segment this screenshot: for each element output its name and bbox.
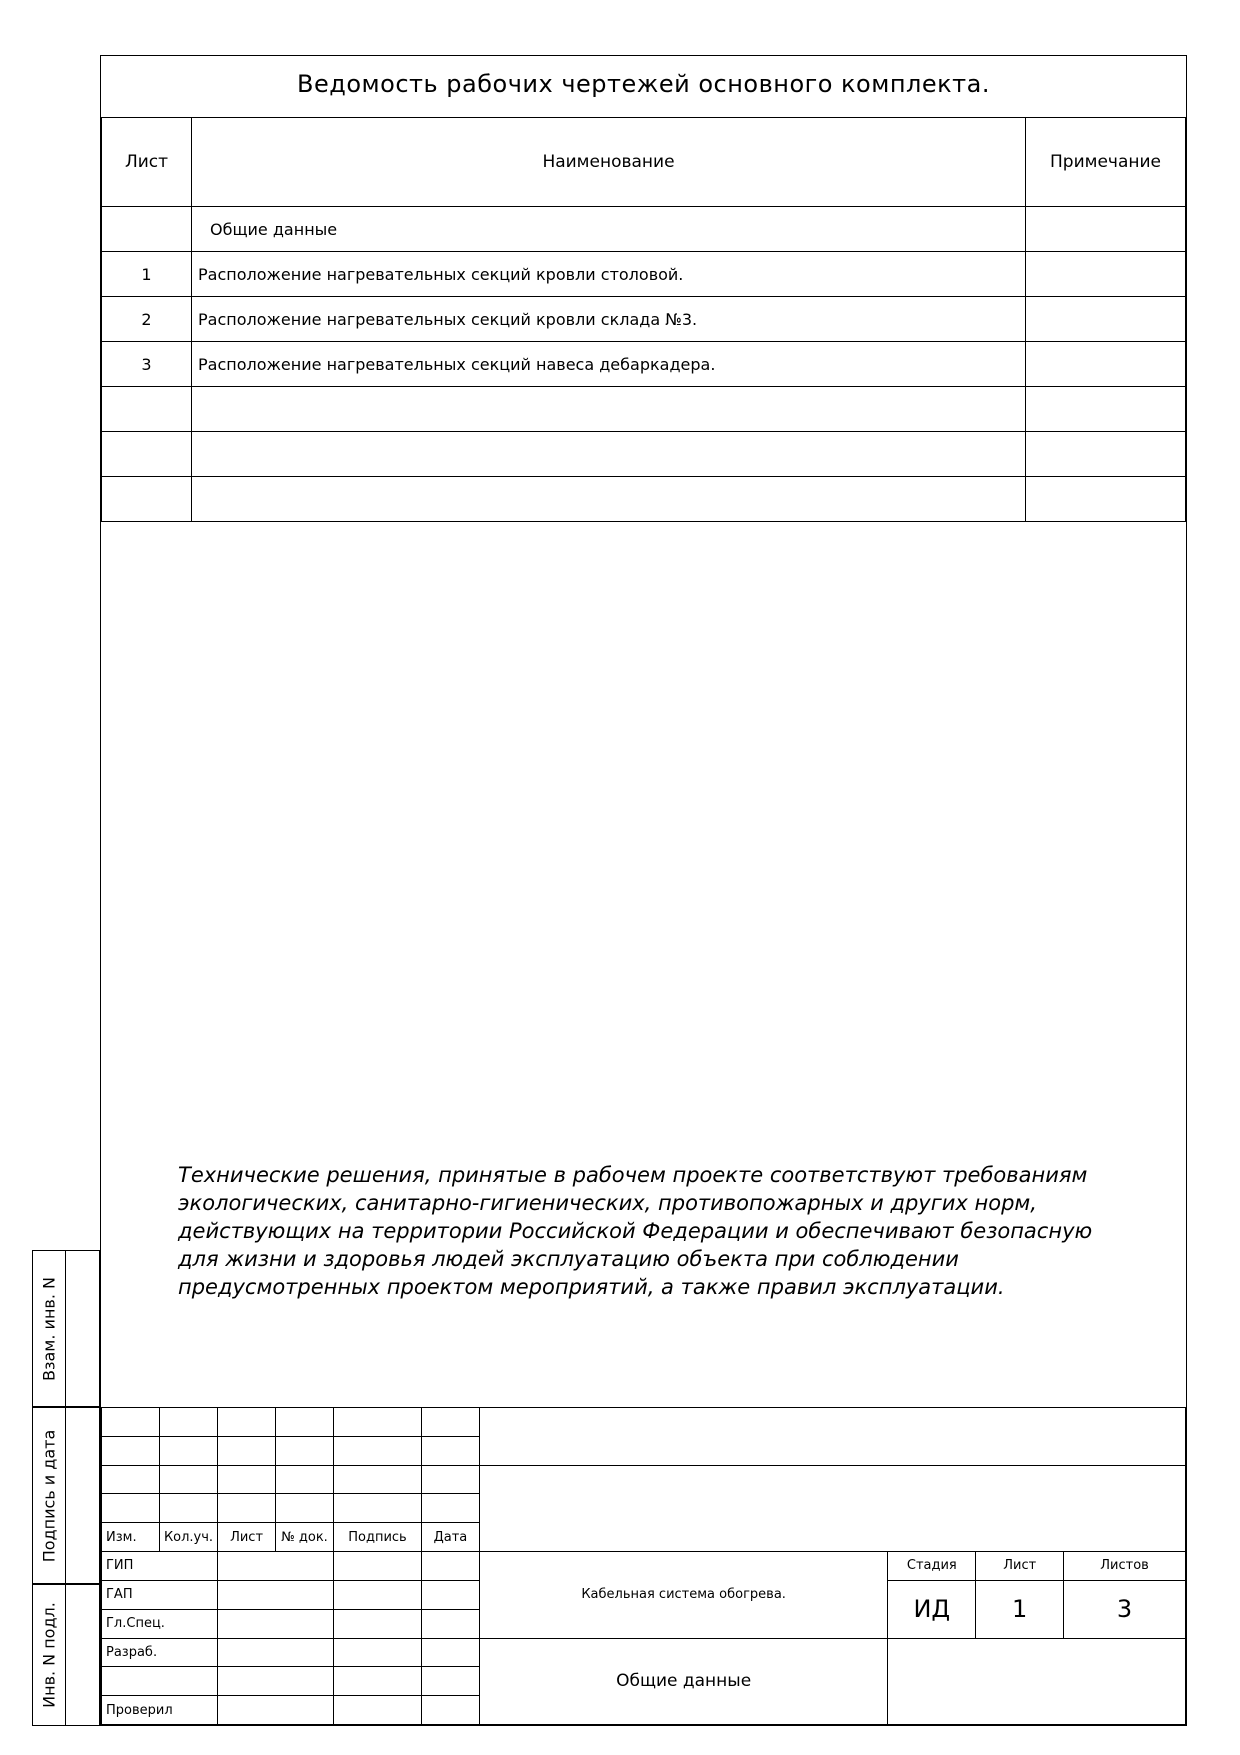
table-row (102, 477, 1186, 522)
row-name: Расположение нагревательных секций кровли столовой. (192, 252, 1026, 297)
stage-value: ИД (888, 1580, 976, 1638)
side-vzam (32, 1250, 66, 1407)
header-name: Наименование (192, 118, 1026, 207)
row-name (192, 477, 1026, 522)
stage-label: Стадия (888, 1552, 976, 1581)
table-row (102, 342, 1186, 387)
role-gip: ГИП (102, 1552, 218, 1581)
stamp-empty-bottom (888, 1638, 1186, 1725)
row-sheet: 1 (102, 252, 192, 297)
row-sheet (102, 432, 192, 477)
row-sheet (102, 477, 192, 522)
row-sheet (102, 207, 192, 252)
row-note (1026, 297, 1186, 342)
title-block (101, 1407, 1186, 1725)
col-kol: Кол.уч. (159, 1523, 217, 1552)
side-inv-label: Инв. N подл. (39, 1602, 59, 1708)
table-row (102, 387, 1186, 432)
table-row (102, 297, 1186, 342)
role-blank (102, 1667, 218, 1696)
row-note (1026, 387, 1186, 432)
col-list: Лист (218, 1523, 276, 1552)
side-podpis-label: Подпись и дата (39, 1429, 59, 1562)
row-name (192, 432, 1026, 477)
side-vzam-label: Взам. инв. N (39, 1276, 59, 1381)
col-date: Дата (421, 1523, 479, 1552)
side-podpis-field (66, 1407, 100, 1584)
stamp-empty-mid (479, 1465, 1185, 1551)
row-note (1026, 477, 1186, 522)
header-note: Примечание (1026, 118, 1186, 207)
side-inv-field (66, 1584, 100, 1726)
side-inv (32, 1584, 66, 1726)
sheet-value: 1 (976, 1580, 1064, 1638)
row-sheet: 2 (102, 297, 192, 342)
row-note (1026, 432, 1186, 477)
row-note (1026, 207, 1186, 252)
row-name: Общие данные (192, 207, 1026, 252)
role-razrab: Разраб. (102, 1638, 218, 1667)
row-note (1026, 342, 1186, 387)
side-podpis (32, 1407, 66, 1584)
header-sheet: Лист (102, 118, 192, 207)
page-title: Ведомость рабочих чертежей основного комплекта. (297, 70, 990, 98)
row-name: Расположение нагревательных секций кровли склада №3. (192, 297, 1026, 342)
row-note (1026, 252, 1186, 297)
table-row (102, 432, 1186, 477)
col-izm: Изм. (102, 1523, 160, 1552)
drawing-list-table (101, 117, 1186, 522)
role-glspec: Гл.Спец. (102, 1609, 218, 1638)
table-row (102, 252, 1186, 297)
row-name (192, 387, 1026, 432)
sheets-label: Листов (1064, 1552, 1186, 1581)
sheet-title: Общие данные (479, 1638, 887, 1725)
sheet-label: Лист (976, 1552, 1064, 1581)
row-sheet: 3 (102, 342, 192, 387)
sheets-value: 3 (1064, 1580, 1186, 1638)
col-doc: № док. (276, 1523, 334, 1552)
technical-note: Технические решения, принятые в рабочем проекте соответствуют требованиям экологических, санитарно-гигиенических, противопожарных и других норм, действующих на территории Российской Федерации и обеспечивают безопасную для жизни и здоровья людей эксплуатацию объекта при соблюдении предусмотренных проектом мероприятий, а также правил эксплуатации. (178, 1163, 1093, 1299)
role-proveril: Проверил (102, 1696, 218, 1725)
row-name: Расположение нагревательных секций навеса дебаркадера. (192, 342, 1026, 387)
row-sheet (102, 387, 192, 432)
stamp-empty-top (479, 1408, 1185, 1466)
project-title: Кабельная система обогрева. (479, 1552, 887, 1638)
table-row (102, 207, 1186, 252)
role-gap: ГАП (102, 1580, 218, 1609)
table-header-row (102, 118, 1186, 207)
side-vzam-field (66, 1250, 100, 1407)
col-sign: Подпись (334, 1523, 422, 1552)
